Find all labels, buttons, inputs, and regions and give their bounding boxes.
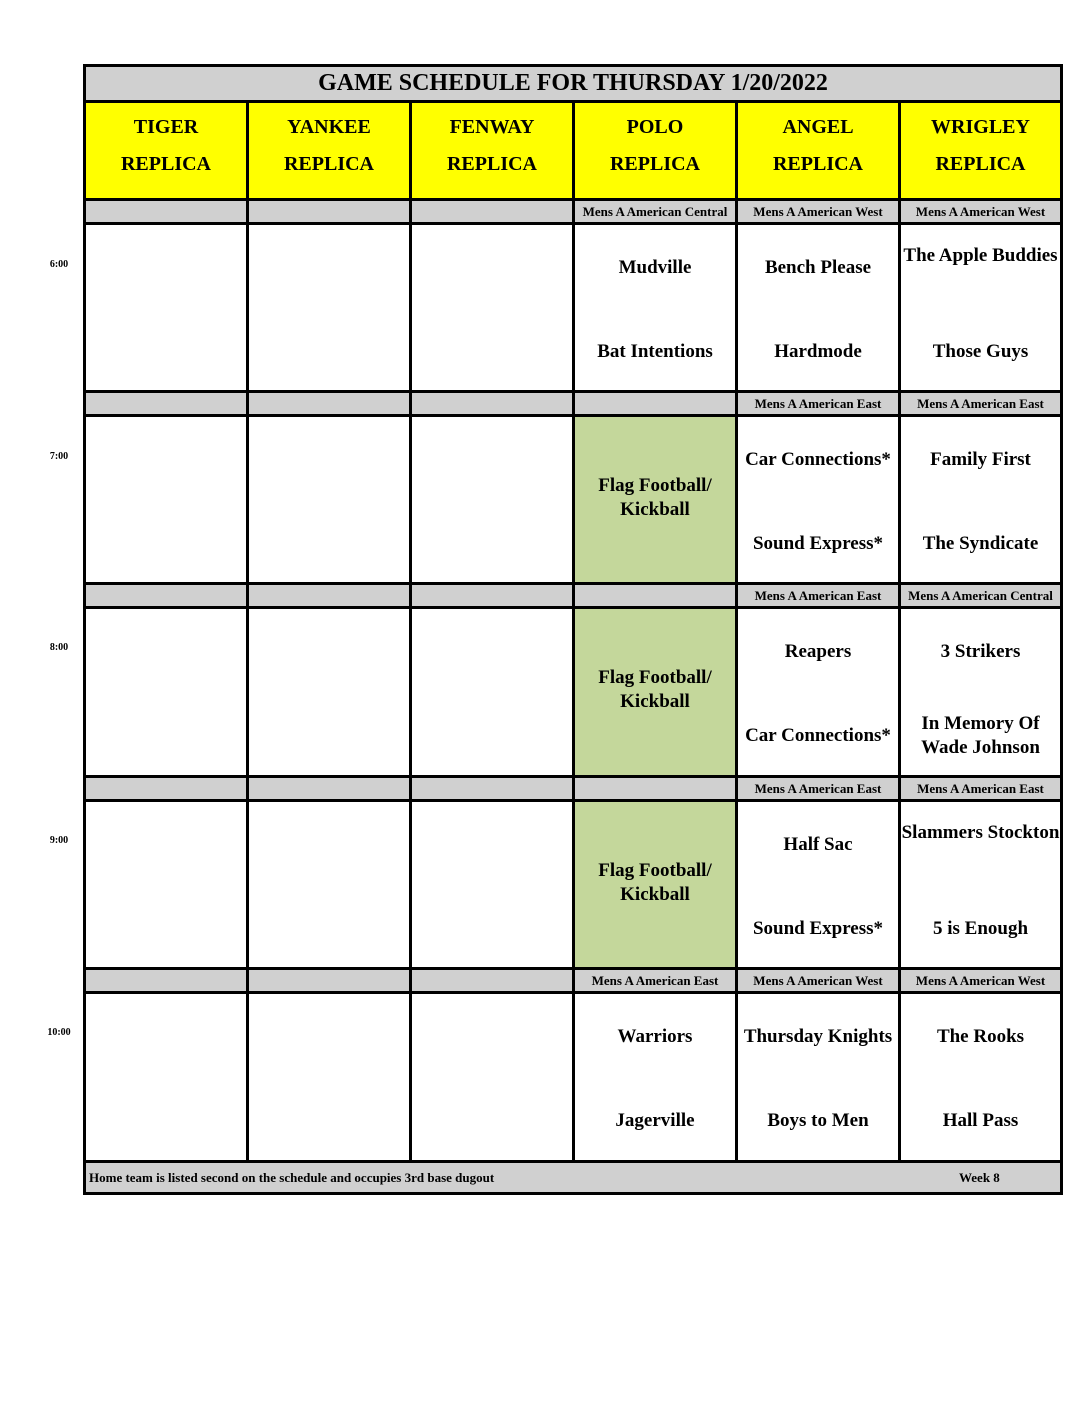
home-team: Boys to Men (767, 1110, 869, 1131)
time-label: 9:00 (49, 835, 69, 846)
away-team: The Rooks (936, 1026, 1025, 1047)
division-label: Mens A American West (753, 204, 883, 219)
home-team: The Syndicate (922, 533, 1039, 554)
division-label: Mens A American Central (908, 588, 1053, 603)
field-header-fenway (412, 103, 572, 198)
home-team: 5 is Enough (932, 918, 1029, 939)
division-label: Mens A American Central (582, 204, 728, 219)
home-team: Sound Express* (752, 533, 884, 554)
time-label: 6:00 (49, 259, 69, 270)
away-team: Thursday Knights (743, 1026, 893, 1047)
away-team: Reapers (784, 641, 852, 662)
division-label: Mens A American West (915, 973, 1046, 988)
away-team: Slammers Stockton (901, 822, 1060, 843)
field-type: REPLICA (446, 153, 537, 175)
reserved-label: Flag Football/ Kickball (598, 475, 712, 520)
game-cell (575, 994, 735, 1162)
home-team: In Memory Of Wade Johnson (921, 713, 1040, 758)
division-label: Mens A American East (917, 781, 1044, 796)
home-team: Hall Pass (942, 1110, 1019, 1131)
reserved-cell (575, 609, 735, 777)
field-header-yankee (249, 103, 409, 198)
time-label: 10:00 (47, 1027, 71, 1038)
field-name: POLO (626, 116, 684, 138)
game-cell (738, 225, 898, 393)
game-cell (738, 417, 898, 585)
field-name: YANKEE (287, 116, 371, 138)
schedule-table (83, 64, 1063, 1195)
reserved-label: Flag Football/ Kickball (598, 667, 712, 712)
away-team: Warriors (617, 1026, 693, 1047)
division-label: Mens A American East (754, 588, 882, 603)
division-label: Mens A American East (754, 396, 882, 411)
division-label: Mens A American East (917, 396, 1044, 411)
away-team: Bench Please (764, 257, 872, 278)
reserved-label: Flag Football/ Kickball (598, 860, 712, 905)
field-type: REPLICA (609, 153, 700, 175)
field-header-wrigley (901, 103, 1060, 198)
game-cell (738, 609, 898, 777)
game-cell (575, 225, 735, 393)
field-type: REPLICA (283, 153, 374, 175)
field-name: WRIGLEY (931, 116, 1030, 138)
grid-line (898, 103, 901, 1160)
reserved-cell (575, 802, 735, 970)
home-team: Jagerville (615, 1110, 695, 1131)
field-header-polo (575, 103, 735, 198)
field-type: REPLICA (120, 153, 211, 175)
away-team: Mudville (618, 257, 692, 278)
away-team: Car Connections* (745, 449, 891, 470)
field-name: FENWAY (449, 116, 535, 138)
field-header-tiger (86, 103, 246, 198)
page-title: GAME SCHEDULE FOR THURSDAY 1/20/2022 (86, 67, 1060, 103)
week-label: Week 8 (959, 1170, 1000, 1185)
game-cell (738, 802, 898, 970)
game-cell (901, 609, 1060, 777)
time-label: 8:00 (49, 642, 69, 653)
game-cell (901, 994, 1060, 1162)
field-type: REPLICA (935, 153, 1026, 175)
time-label: 7:00 (49, 451, 69, 462)
field-type: REPLICA (772, 153, 863, 175)
division-label: Mens A American West (915, 204, 1046, 219)
division-label: Mens A American West (753, 973, 883, 988)
field-name: TIGER (133, 116, 199, 138)
reserved-cell (575, 417, 735, 585)
home-team: Those Guys (932, 341, 1029, 362)
game-cell (738, 994, 898, 1162)
away-team: 3 Strikers (940, 641, 1021, 662)
game-cell (901, 417, 1060, 585)
game-cell (901, 802, 1060, 970)
game-cell (901, 225, 1060, 393)
away-team: Half Sac (783, 834, 853, 855)
field-header-angel (738, 103, 898, 198)
home-team: Hardmode (774, 341, 862, 362)
home-team: Car Connections* (745, 725, 891, 746)
home-team: Bat Intentions (597, 341, 713, 362)
grid-line (735, 103, 738, 1160)
grid-line (246, 103, 249, 1160)
division-label: Mens A American East (591, 973, 719, 988)
grid-line (572, 103, 575, 1160)
footer-note: Home team is listed second on the schedule and occupies 3rd base dugout (89, 1170, 495, 1185)
grid-line (409, 103, 412, 1160)
home-team: Sound Express* (752, 918, 884, 939)
field-name: ANGEL (782, 116, 854, 138)
away-team: The Apple Buddies (903, 245, 1058, 266)
division-label: Mens A American East (754, 781, 882, 796)
footer-row (86, 1163, 1060, 1192)
away-team: Family First (930, 449, 1031, 470)
